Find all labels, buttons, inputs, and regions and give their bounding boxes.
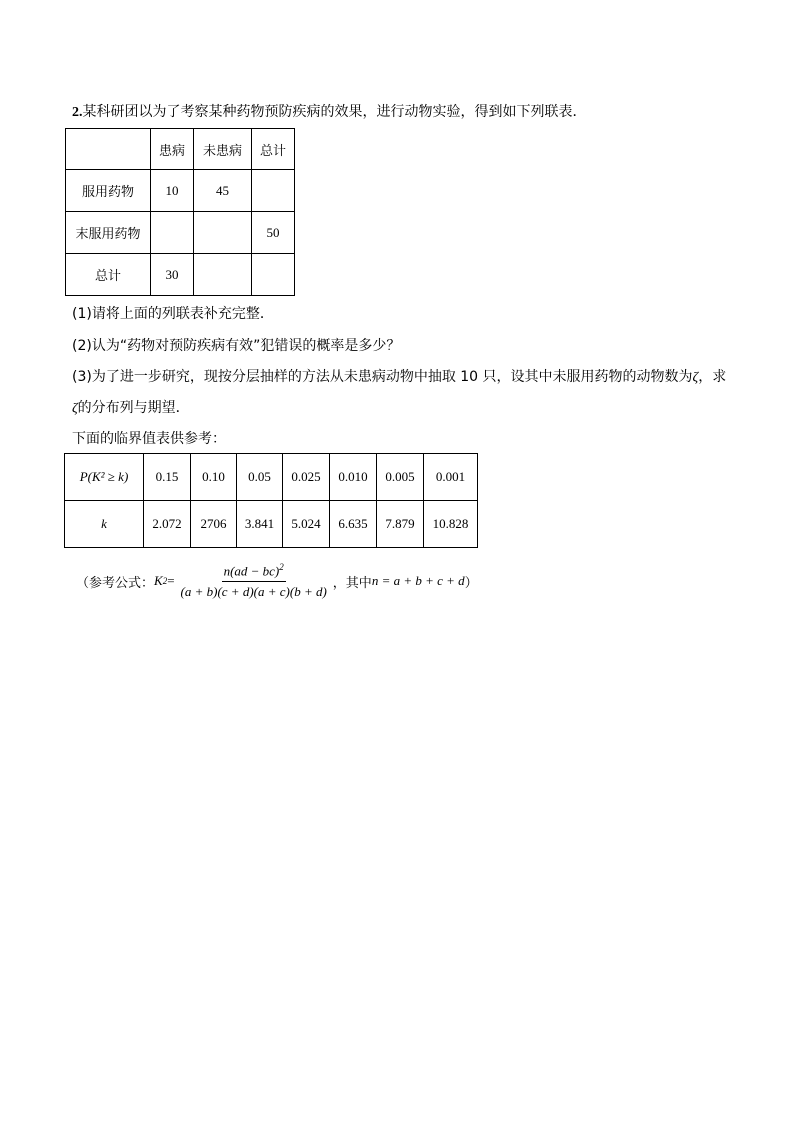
table-header-cell: 未患病: [194, 129, 252, 170]
zeta-symbol: ζ: [72, 401, 78, 416]
table-cell: 2706: [191, 501, 237, 548]
reference-formula: [76, 559, 478, 603]
table-cell: [252, 170, 295, 212]
table-cell: 30: [151, 254, 194, 296]
table-cell: 7.879: [377, 501, 424, 548]
problem-stem: 某科研团以为了考察某种药物预防疾病的效果，进行动物实验，得到如下列联表．: [82, 104, 587, 120]
k-row: [65, 501, 478, 548]
probability-row: [65, 454, 478, 501]
question-1: (1)请将上面的列联表补充完整．: [72, 306, 274, 322]
formula-mid: ，其中: [332, 575, 372, 591]
formula-suffix: ）: [464, 575, 478, 591]
table-cell: [194, 254, 252, 296]
formula-lhs: K: [154, 573, 163, 588]
table-cell: 0.005: [377, 454, 424, 501]
table-cell: 10.828: [424, 501, 478, 548]
table-row: [66, 170, 295, 212]
row-label: 服用药物: [66, 170, 151, 212]
problem-statement: [72, 103, 587, 122]
table-cell: 0.15: [144, 454, 191, 501]
formula-fraction: [179, 562, 329, 600]
table-cell: [194, 212, 252, 254]
probability-label: P(K² ≥ k): [65, 454, 144, 501]
question-3-tail: ，求: [698, 369, 727, 385]
formula-prefix: （参考公式：: [76, 575, 155, 591]
table-cell: 3.841: [237, 501, 283, 548]
table-cell: 0.10: [191, 454, 237, 501]
table-row: [66, 212, 295, 254]
table-cell: 0.05: [237, 454, 283, 501]
table-header-cell: 患病: [151, 129, 194, 170]
table-cell: 2.072: [144, 501, 191, 548]
table-cell: [151, 212, 194, 254]
table-cell: 0.001: [424, 454, 478, 501]
formula-denominator: (a + b)(c + d)(a + c)(b + d): [180, 584, 327, 600]
formula-equals: =: [167, 573, 175, 588]
contingency-table: [65, 128, 295, 296]
row-label: 末服用药物: [66, 212, 151, 254]
formula-numerator: [222, 562, 286, 582]
table-cell: [252, 254, 295, 296]
question-3-line-2: [72, 399, 190, 418]
table-cell: 50: [252, 212, 295, 254]
question-3-text-2: 的分布列与期望．: [77, 400, 190, 416]
table-header-cell: 总计: [252, 129, 295, 170]
question-2: (2)认为“药物对预防疾病有效”犯错误的概率是多少？: [72, 338, 401, 354]
question-3-text: (3)为了进一步研究，现按分层抽样的方法从未患病动物中抽取 10 只，设其中未服用药物的动物数为: [72, 369, 693, 385]
table-cell: 45: [194, 170, 252, 212]
table-cell: 0.025: [283, 454, 330, 501]
problem-number: 2.: [72, 105, 83, 120]
row-label: 总计: [66, 254, 151, 296]
formula-numerator-text: n(ad − bc): [223, 563, 280, 579]
table-header-cell: [66, 129, 151, 170]
table-cell: 10: [151, 170, 194, 212]
table-row: [66, 254, 295, 296]
question-3-line-1: [72, 368, 726, 387]
k-label: k: [65, 501, 144, 548]
zeta-symbol: ζ: [692, 370, 699, 385]
table-cell: 0.010: [330, 454, 377, 501]
formula-numerator-exponent: 2: [279, 561, 284, 572]
table-cell: 5.024: [283, 501, 330, 548]
formula-condition: n = a + b + c + d: [371, 573, 465, 588]
table-header-row: [66, 129, 295, 170]
table-cell: 6.635: [330, 501, 377, 548]
reference-note: 下面的临界值表供参考：: [72, 431, 226, 447]
formula-lhs-exponent: 2: [162, 576, 168, 586]
critical-value-table: [64, 453, 478, 548]
